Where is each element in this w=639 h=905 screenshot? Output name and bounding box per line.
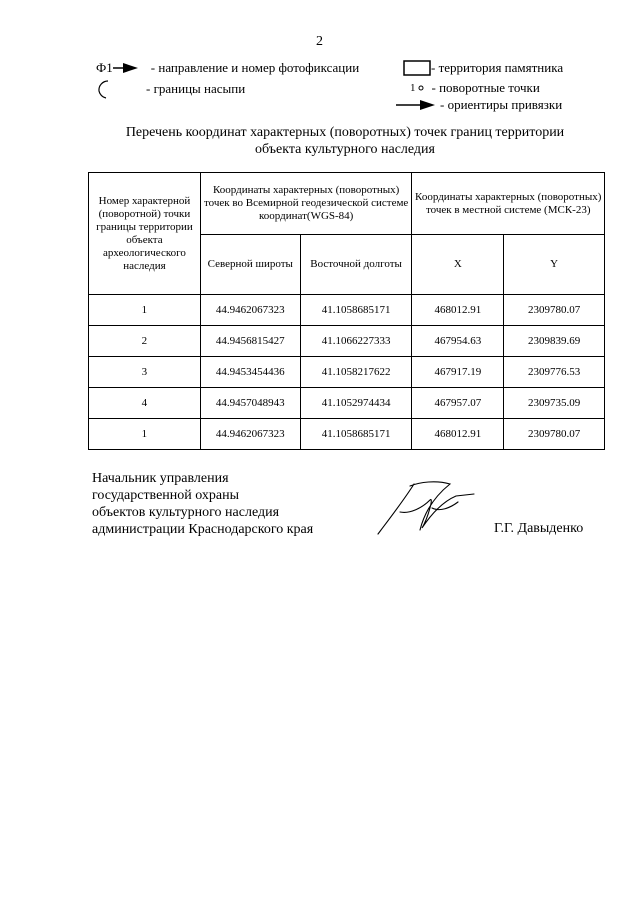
y-coordinate-cell: 2309780.07 bbox=[504, 419, 605, 450]
y-coordinate-cell: 2309735.09 bbox=[504, 388, 605, 419]
table-row bbox=[89, 357, 605, 388]
legend-turning-points bbox=[410, 80, 540, 96]
point-number-cell: 4 bbox=[89, 388, 201, 419]
header-wgs84: Координаты характерных (поворотных) точек во Всемирной геодезической системе координат(WGS-84) bbox=[200, 173, 412, 235]
photo-text: - направление и номер фотофиксации bbox=[150, 60, 360, 75]
header-msk23: Координаты характерных (поворотных) точек в местной системе (МСК-23) bbox=[412, 173, 605, 235]
latitude-cell: 44.9457048943 bbox=[200, 388, 300, 419]
point-number-cell: 1 bbox=[89, 295, 201, 326]
header-point-number: Номер характерной (поворотной) точки границы территории объекта археологического наследия bbox=[89, 173, 201, 295]
latitude-cell: 44.9462067323 bbox=[200, 419, 300, 450]
legend-reference bbox=[396, 97, 562, 113]
point-number-cell: 3 bbox=[89, 357, 201, 388]
territory-box-icon bbox=[403, 60, 431, 76]
mound-boundary-icon bbox=[96, 79, 122, 99]
x-coordinate-cell: 468012.91 bbox=[412, 295, 504, 326]
turning-text: - поворотные точки bbox=[431, 80, 540, 95]
signer-line-3: объектов культурного наследия bbox=[92, 505, 280, 520]
subheader-east-longitude: Восточной долготы bbox=[300, 235, 412, 295]
subheader-y: Y bbox=[504, 235, 605, 295]
longitude-cell: 41.1052974434 bbox=[300, 388, 412, 419]
legend-photo bbox=[96, 60, 359, 76]
page-number: 2 bbox=[316, 34, 323, 49]
signer-line-2: государственной охраны bbox=[92, 488, 240, 503]
longitude-cell: 41.1066227333 bbox=[300, 326, 412, 357]
table-row bbox=[89, 295, 605, 326]
reference-text: - ориентиры привязки bbox=[440, 97, 563, 112]
x-coordinate-cell: 468012.91 bbox=[412, 419, 504, 450]
turning-label: 1 bbox=[410, 82, 416, 94]
latitude-cell: 44.9453454436 bbox=[200, 357, 300, 388]
x-coordinate-cell: 467917.19 bbox=[412, 357, 504, 388]
point-number-cell: 1 bbox=[89, 419, 201, 450]
y-coordinate-cell: 2309780.07 bbox=[504, 295, 605, 326]
title-line-1: Перечень координат характерных (поворотных) точек границ территории bbox=[125, 125, 565, 140]
mound-text: - границы насыпи bbox=[146, 81, 246, 96]
photo-label: Ф1 bbox=[96, 60, 113, 75]
handwritten-signature bbox=[370, 478, 480, 543]
point-number-cell: 2 bbox=[89, 326, 201, 357]
reference-arrow-icon bbox=[396, 100, 436, 110]
document-title bbox=[60, 124, 630, 158]
table-row bbox=[89, 419, 605, 450]
latitude-cell: 44.9462067323 bbox=[200, 295, 300, 326]
legend-mound bbox=[96, 79, 245, 99]
subheader-north-latitude: Северной широты bbox=[200, 235, 300, 295]
table-row bbox=[89, 388, 605, 419]
table-row bbox=[89, 326, 605, 357]
latitude-cell: 44.9456815427 bbox=[200, 326, 300, 357]
turning-point-icon bbox=[418, 85, 424, 91]
longitude-cell: 41.1058217622 bbox=[300, 357, 412, 388]
y-coordinate-cell: 2309776.53 bbox=[504, 357, 605, 388]
x-coordinate-cell: 467954.63 bbox=[412, 326, 504, 357]
signer-title bbox=[92, 470, 313, 538]
longitude-cell: 41.1058685171 bbox=[300, 295, 412, 326]
photo-arrow-icon bbox=[113, 62, 139, 74]
longitude-cell: 41.1058685171 bbox=[300, 419, 412, 450]
legend-territory bbox=[403, 60, 563, 76]
coordinates-table bbox=[88, 172, 605, 450]
subheader-x: X bbox=[412, 235, 504, 295]
territory-text: - территория памятника bbox=[431, 60, 564, 75]
signer-name: Г.Г. Давыденко bbox=[494, 521, 584, 536]
y-coordinate-cell: 2309839.69 bbox=[504, 326, 605, 357]
x-coordinate-cell: 467957.07 bbox=[412, 388, 504, 419]
signer-line-1: Начальник управления bbox=[92, 471, 229, 486]
signer-line-4: администрации Краснодарского края bbox=[92, 522, 314, 537]
title-line-2: объекта культурного наследия bbox=[255, 142, 435, 157]
